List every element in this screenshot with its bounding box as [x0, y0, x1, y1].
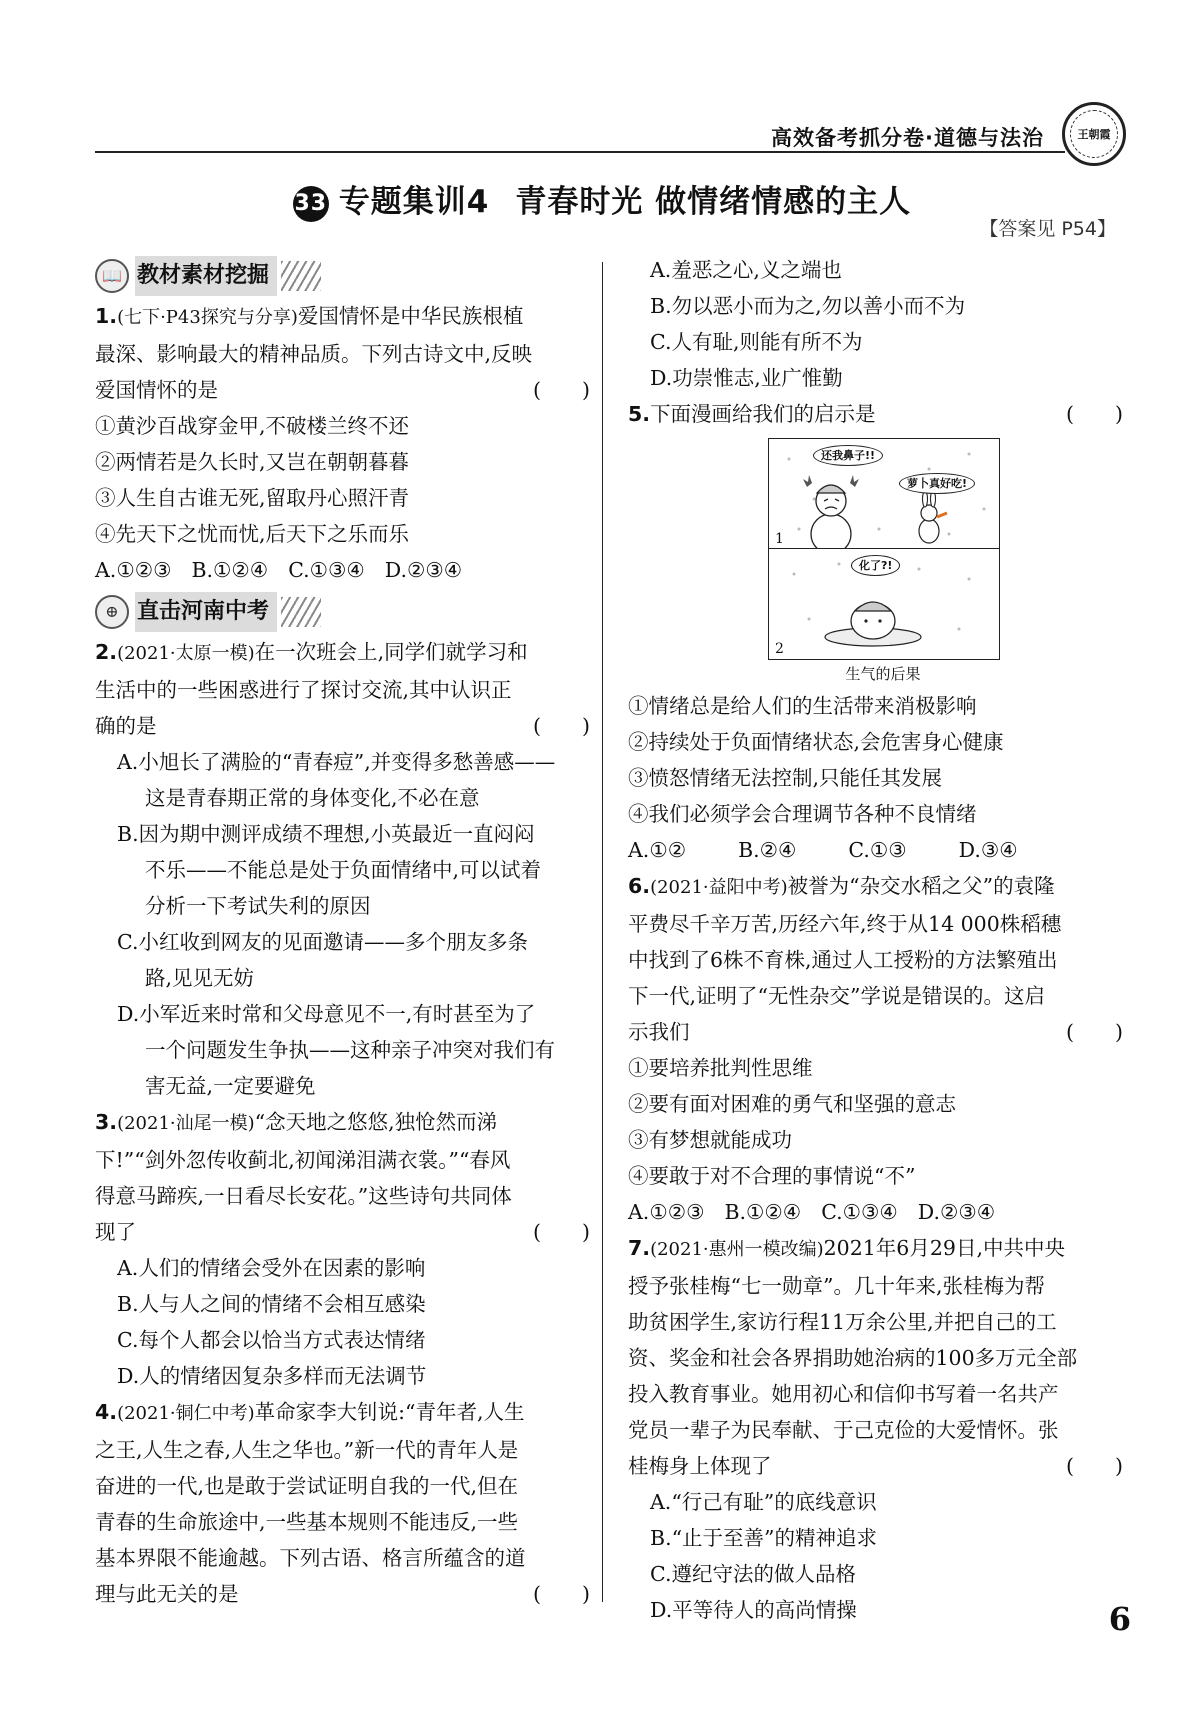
question-stem: “念天地之悠悠,独怆然而涕 [254, 1110, 498, 1134]
choice-d[interactable]: D.功崇惟志,业广惟勤 [650, 366, 843, 390]
answer-blank[interactable]: ( ) [1066, 1020, 1123, 1044]
publisher-logo-text: 王朝霞 [1070, 110, 1118, 158]
question-stem: 授予张桂梅“七一勋章”。几十年来,张桂梅为帮 [628, 1274, 1045, 1298]
question-source: (2021·铜仁中考) [117, 1403, 255, 1424]
panel-number: 2 [775, 641, 784, 657]
statement: ④我们必须学会合理调节各种不良情绪 [628, 802, 977, 826]
choice-row [628, 1194, 1123, 1230]
choice-c[interactable]: C.遵纪守法的做人品格 [650, 1562, 856, 1586]
statement: ①要培养批判性思维 [628, 1056, 813, 1080]
question-5 [628, 396, 1123, 868]
answer-blank[interactable]: ( ) [533, 1220, 590, 1244]
choice-a[interactable]: A.“行己有耻”的底线意识 [650, 1490, 877, 1514]
choice-b[interactable]: B.①②④ [191, 558, 269, 582]
answer-blank[interactable]: ( ) [1066, 402, 1123, 426]
question-6 [628, 868, 1123, 1230]
section-stripes [281, 261, 321, 291]
question-source: (2021·汕尾一模) [117, 1113, 255, 1134]
choice-b[interactable]: B.因为期中测评成绩不理想,小英最近一直闷闷 不乐——不能总是处于负面情绪中,可以试着 分析一下考试失利的原因 [117, 822, 542, 918]
choice-d[interactable]: D.②③④ [917, 1200, 996, 1224]
question-stem: 平费尽千辛万苦,历经六年,终于从14 000株稻穗 [628, 912, 1062, 936]
choice-a[interactable]: A.小旭长了满脸的“青春痘”,并变得多愁善感—— 这是青春期正常的身体变化,不必在意 [117, 750, 556, 810]
question-stem: 革命家李大钊说:“青年者,人生 [254, 1400, 525, 1424]
question-1 [95, 298, 590, 588]
choice-c[interactable]: C.①③ [848, 838, 907, 862]
statement: ①黄沙百战穿金甲,不破楼兰终不还 [95, 414, 410, 438]
question-stem: 最深、影响最大的精神品质。下列古诗文中,反映 [95, 342, 533, 366]
question-stem: 2021年6月29日,中共中央 [823, 1236, 1065, 1260]
choice-a[interactable]: A.羞恶之心,义之端也 [650, 258, 842, 282]
left-column [95, 252, 590, 1612]
question-number: 5. [628, 402, 651, 426]
snowman-rabbit-drawing [769, 439, 999, 548]
statement: ③愤怒情绪无法控制,只能任其发展 [628, 766, 943, 790]
question-stem: 被誉为“杂交水稻之父”的袁隆 [787, 874, 1055, 898]
column-divider [602, 262, 603, 1602]
choice-b[interactable]: B.①②④ [724, 1200, 802, 1224]
statement: ③有梦想就能成功 [628, 1128, 792, 1152]
panel-number: 1 [775, 531, 784, 547]
choice-row [628, 832, 1123, 868]
question-stem: 得意马蹄疾,一日看尽长安花。”这些诗句共同体 [95, 1184, 512, 1208]
choice-c[interactable]: C.每个人都会以恰当方式表达情绪 [117, 1328, 426, 1352]
choice-a[interactable]: A.①②③ [628, 1200, 705, 1224]
question-stem: 基本界限不能逾越。下列古语、格言所蕴含的道 [95, 1546, 526, 1570]
choice-d[interactable]: D.②③④ [384, 558, 463, 582]
question-stem: 现了 [95, 1220, 136, 1244]
book-icon: 📖 [95, 259, 129, 293]
choice-b[interactable]: B.②④ [738, 838, 797, 862]
speech-bubble: 还我鼻子!! [813, 445, 883, 466]
cartoon-caption: 生气的后果 [845, 665, 921, 683]
question-source: (2021·太原一模) [117, 643, 255, 664]
question-stem: 中找到了6株不育株,通过人工授粉的方法繁殖出 [628, 948, 1058, 972]
choice-b[interactable]: B.“止于至善”的精神追求 [650, 1526, 878, 1550]
question-stem: 示我们 [628, 1020, 690, 1044]
answer-reference: 【答案见 P54】 [979, 218, 1116, 240]
choice-d[interactable]: D.③④ [958, 838, 1018, 862]
statement: ①情绪总是给人们的生活带来消极影响 [628, 694, 977, 718]
target-icon: ⊕ [95, 595, 129, 629]
statement: ④要敢于对不合理的事情说“不” [628, 1164, 916, 1188]
cartoon-figure [768, 438, 1000, 660]
statement: ②要有面对困难的勇气和坚强的意志 [628, 1092, 956, 1116]
question-stem: 爱国情怀的是 [95, 378, 218, 402]
choice-row [95, 552, 590, 588]
title-part1: 专题集训4 [338, 184, 490, 220]
question-stem: 桂梅身上体现了 [628, 1454, 772, 1478]
question-source: (2021·惠州一模改编) [650, 1239, 824, 1260]
answer-blank[interactable]: ( ) [533, 378, 590, 402]
question-7 [628, 1230, 1123, 1628]
statement: ③人生自古谁无死,留取丹心照汗青 [95, 486, 410, 510]
choice-b[interactable]: B.人与人之间的情绪不会相互感染 [117, 1292, 426, 1316]
question-stem: 党员一辈子为民奉献、于己克俭的大爱情怀。张 [628, 1418, 1059, 1442]
statement: ④先天下之忧而忧,后天下之乐而乐 [95, 522, 410, 546]
question-stem: 生活中的一些困惑进行了探讨交流,其中认识正 [95, 678, 512, 702]
question-stem: 下!”“剑外忽传收蓟北,初闻涕泪满衣裳。”“春风 [95, 1148, 511, 1172]
question-4 [95, 1394, 590, 1612]
question-stem: 理与此无关的是 [95, 1582, 239, 1606]
section-label-2: 直击河南中考 [135, 592, 277, 632]
choice-c[interactable]: C.①③④ [821, 1200, 898, 1224]
cartoon-panel-2 [769, 549, 999, 658]
choice-a[interactable]: A.①② [628, 838, 687, 862]
title-number-badge: 33 [293, 186, 329, 222]
choice-c[interactable]: C.人有耻,则能有所不为 [650, 330, 863, 354]
question-number: 7. [628, 1236, 651, 1260]
choice-c[interactable]: C.①③④ [288, 558, 365, 582]
speech-bubble: 萝卜真好吃! [899, 473, 975, 494]
question-source: (2021·益阳中考) [650, 877, 788, 898]
question-number: 6. [628, 874, 651, 898]
choice-c[interactable]: C.小红收到网友的见面邀请——多个朋友多条 路,见见无妨 [117, 930, 528, 990]
question-3 [95, 1104, 590, 1394]
question-stem: 之王,人生之春,人生之华也。”新一代的青年人是 [95, 1438, 519, 1462]
question-number: 2. [95, 640, 118, 664]
question-stem: 爱国情怀是中华民族根植 [297, 304, 524, 328]
publisher-logo [1062, 102, 1126, 166]
statement: ②持续处于负面情绪状态,会危害身心健康 [628, 730, 1004, 754]
question-stem: 资、奖金和社会各界捐助她治病的100多万元全部 [628, 1346, 1078, 1370]
section-header-2 [95, 592, 590, 632]
answer-blank[interactable]: ( ) [533, 1582, 590, 1606]
question-stem: 奋进的一代,也是敢于尝试证明自我的一代,但在 [95, 1474, 519, 1498]
choice-a[interactable]: A.人们的情绪会受外在因素的影响 [117, 1256, 426, 1280]
section-header-1 [95, 256, 590, 296]
speech-bubble: 化了?! [851, 555, 900, 576]
question-number: 3. [95, 1110, 118, 1134]
question-source: (七下·P43探究与分享) [117, 307, 298, 328]
question-number: 1. [95, 304, 118, 328]
question-stem: 下一代,证明了“无性杂交”学说是错误的。这启 [628, 984, 1045, 1008]
cartoon-panel-1 [769, 439, 999, 549]
page-number: 6 [1108, 1600, 1131, 1638]
question-2 [95, 634, 590, 1104]
title-part2: 青春时光 做情绪情感的主人 [515, 184, 912, 220]
question-stem: 在一次班会上,同学们就学习和 [254, 640, 528, 664]
question-stem: 下面漫画给我们的启示是 [650, 402, 876, 426]
question-stem: 青春的生命旅途中,一些基本规则不能违反,一些 [95, 1510, 519, 1534]
choice-a[interactable]: A.①②③ [95, 558, 172, 582]
answer-blank[interactable]: ( ) [533, 714, 590, 738]
series-title: 高效备考抓分卷·道德与法治 [771, 126, 1044, 150]
question-stem: 助贫困学生,家访行程11万余公里,并把自己的工 [628, 1310, 1057, 1334]
choice-d[interactable]: D.小军近来时常和父母意见不一,有时甚至为了 一个问题发生争执——这种亲子冲突对我们有 害无益,一定要避免 [117, 1002, 555, 1098]
right-column [628, 252, 1123, 1628]
statement: ②两情若是久长时,又岂在朝朝暮暮 [95, 450, 410, 474]
choice-b[interactable]: B.勿以恶小而为之,勿以善小而不为 [650, 294, 966, 318]
question-stem: 确的是 [95, 714, 157, 738]
section-label-1: 教材素材挖掘 [135, 256, 277, 296]
question-number: 4. [95, 1400, 118, 1424]
answer-blank[interactable]: ( ) [1066, 1454, 1123, 1478]
choice-d[interactable]: D.平等待人的高尚情操 [650, 1598, 857, 1622]
question-stem: 投入教育事业。她用初心和信仰书写着一名共产 [628, 1382, 1059, 1406]
section-stripes [281, 597, 321, 627]
choice-d[interactable]: D.人的情绪因复杂多样而无法调节 [117, 1364, 427, 1388]
